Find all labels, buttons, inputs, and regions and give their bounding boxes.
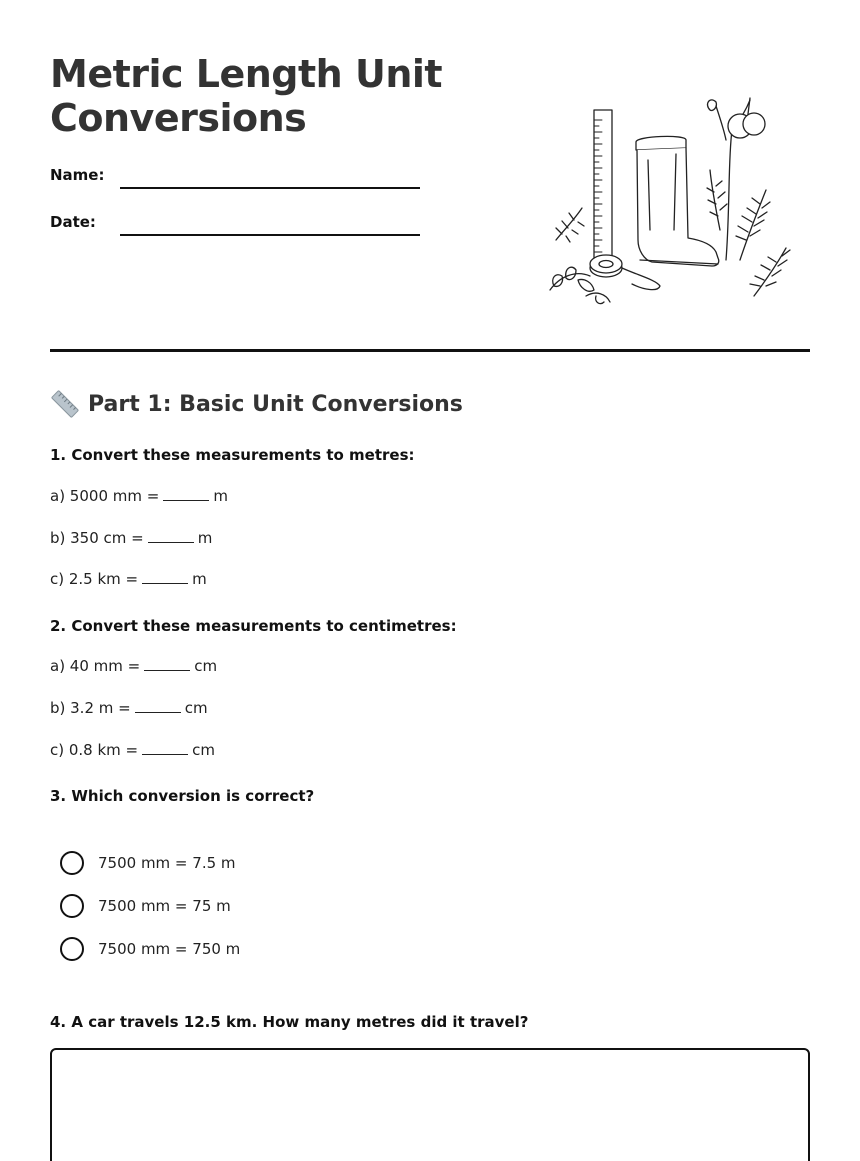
radio-button[interactable]: [60, 894, 84, 918]
question-2b: [50, 699, 208, 717]
question-1b: [50, 529, 212, 547]
question-1c: [50, 570, 207, 588]
answer-blank-1c[interactable]: [142, 571, 188, 584]
question-1b-unit: m: [197, 529, 213, 547]
question-2a-label: a) 40 mm =: [50, 657, 141, 675]
ruler-boot-plants-illustration: [540, 90, 800, 315]
answer-box-4[interactable]: [50, 1048, 810, 1161]
option-1-label: 7500 mm = 7.5 m: [98, 854, 236, 872]
option-2-label: 7500 mm = 75 m: [98, 897, 231, 915]
section-1-header: [50, 388, 463, 420]
header-divider: [50, 349, 810, 352]
question-2-prompt: 2. Convert these measurements to centimetres:: [50, 617, 457, 635]
question-2a: [50, 657, 217, 675]
page-title: Metric Length Unit Conversions: [50, 52, 443, 140]
question-1c-unit: m: [192, 570, 207, 588]
question-2a-unit: cm: [194, 657, 218, 675]
question-1a-unit: m: [213, 487, 228, 505]
name-field[interactable]: [120, 187, 420, 189]
question-2b-label: b) 3.2 m =: [50, 699, 131, 717]
question-2c-unit: cm: [192, 741, 215, 759]
question-2c-label: c) 0.8 km =: [50, 741, 139, 759]
date-field[interactable]: [120, 234, 420, 236]
answer-blank-2a[interactable]: [144, 658, 190, 671]
option-3-label: 7500 mm = 750 m: [98, 940, 241, 958]
question-1a: [50, 487, 228, 505]
answer-blank-1a[interactable]: [163, 488, 209, 501]
ruler-icon: [50, 389, 80, 419]
radio-button[interactable]: [60, 937, 84, 961]
option-1[interactable]: [60, 850, 236, 876]
question-1-prompt: 1. Convert these measurements to metres:: [50, 446, 415, 464]
answer-blank-2c[interactable]: [142, 742, 188, 755]
question-2b-unit: cm: [184, 699, 208, 717]
question-2c: [50, 741, 215, 759]
answer-blank-2b[interactable]: [135, 700, 181, 713]
option-2[interactable]: [60, 893, 231, 919]
question-4-prompt: 4. A car travels 12.5 km. How many metres did it travel?: [50, 1013, 529, 1031]
question-3-prompt: 3. Which conversion is correct?: [50, 787, 315, 805]
name-label: Name:: [50, 166, 105, 184]
section-1-title: Part 1: Basic Unit Conversions: [88, 391, 463, 417]
question-1a-label: a) 5000 mm =: [50, 487, 160, 505]
option-3[interactable]: [60, 936, 240, 962]
question-1b-label: b) 350 cm =: [50, 529, 144, 547]
question-1c-label: c) 2.5 km =: [50, 570, 139, 588]
date-label: Date:: [50, 213, 96, 231]
answer-blank-1b[interactable]: [148, 530, 194, 543]
radio-button[interactable]: [60, 851, 84, 875]
